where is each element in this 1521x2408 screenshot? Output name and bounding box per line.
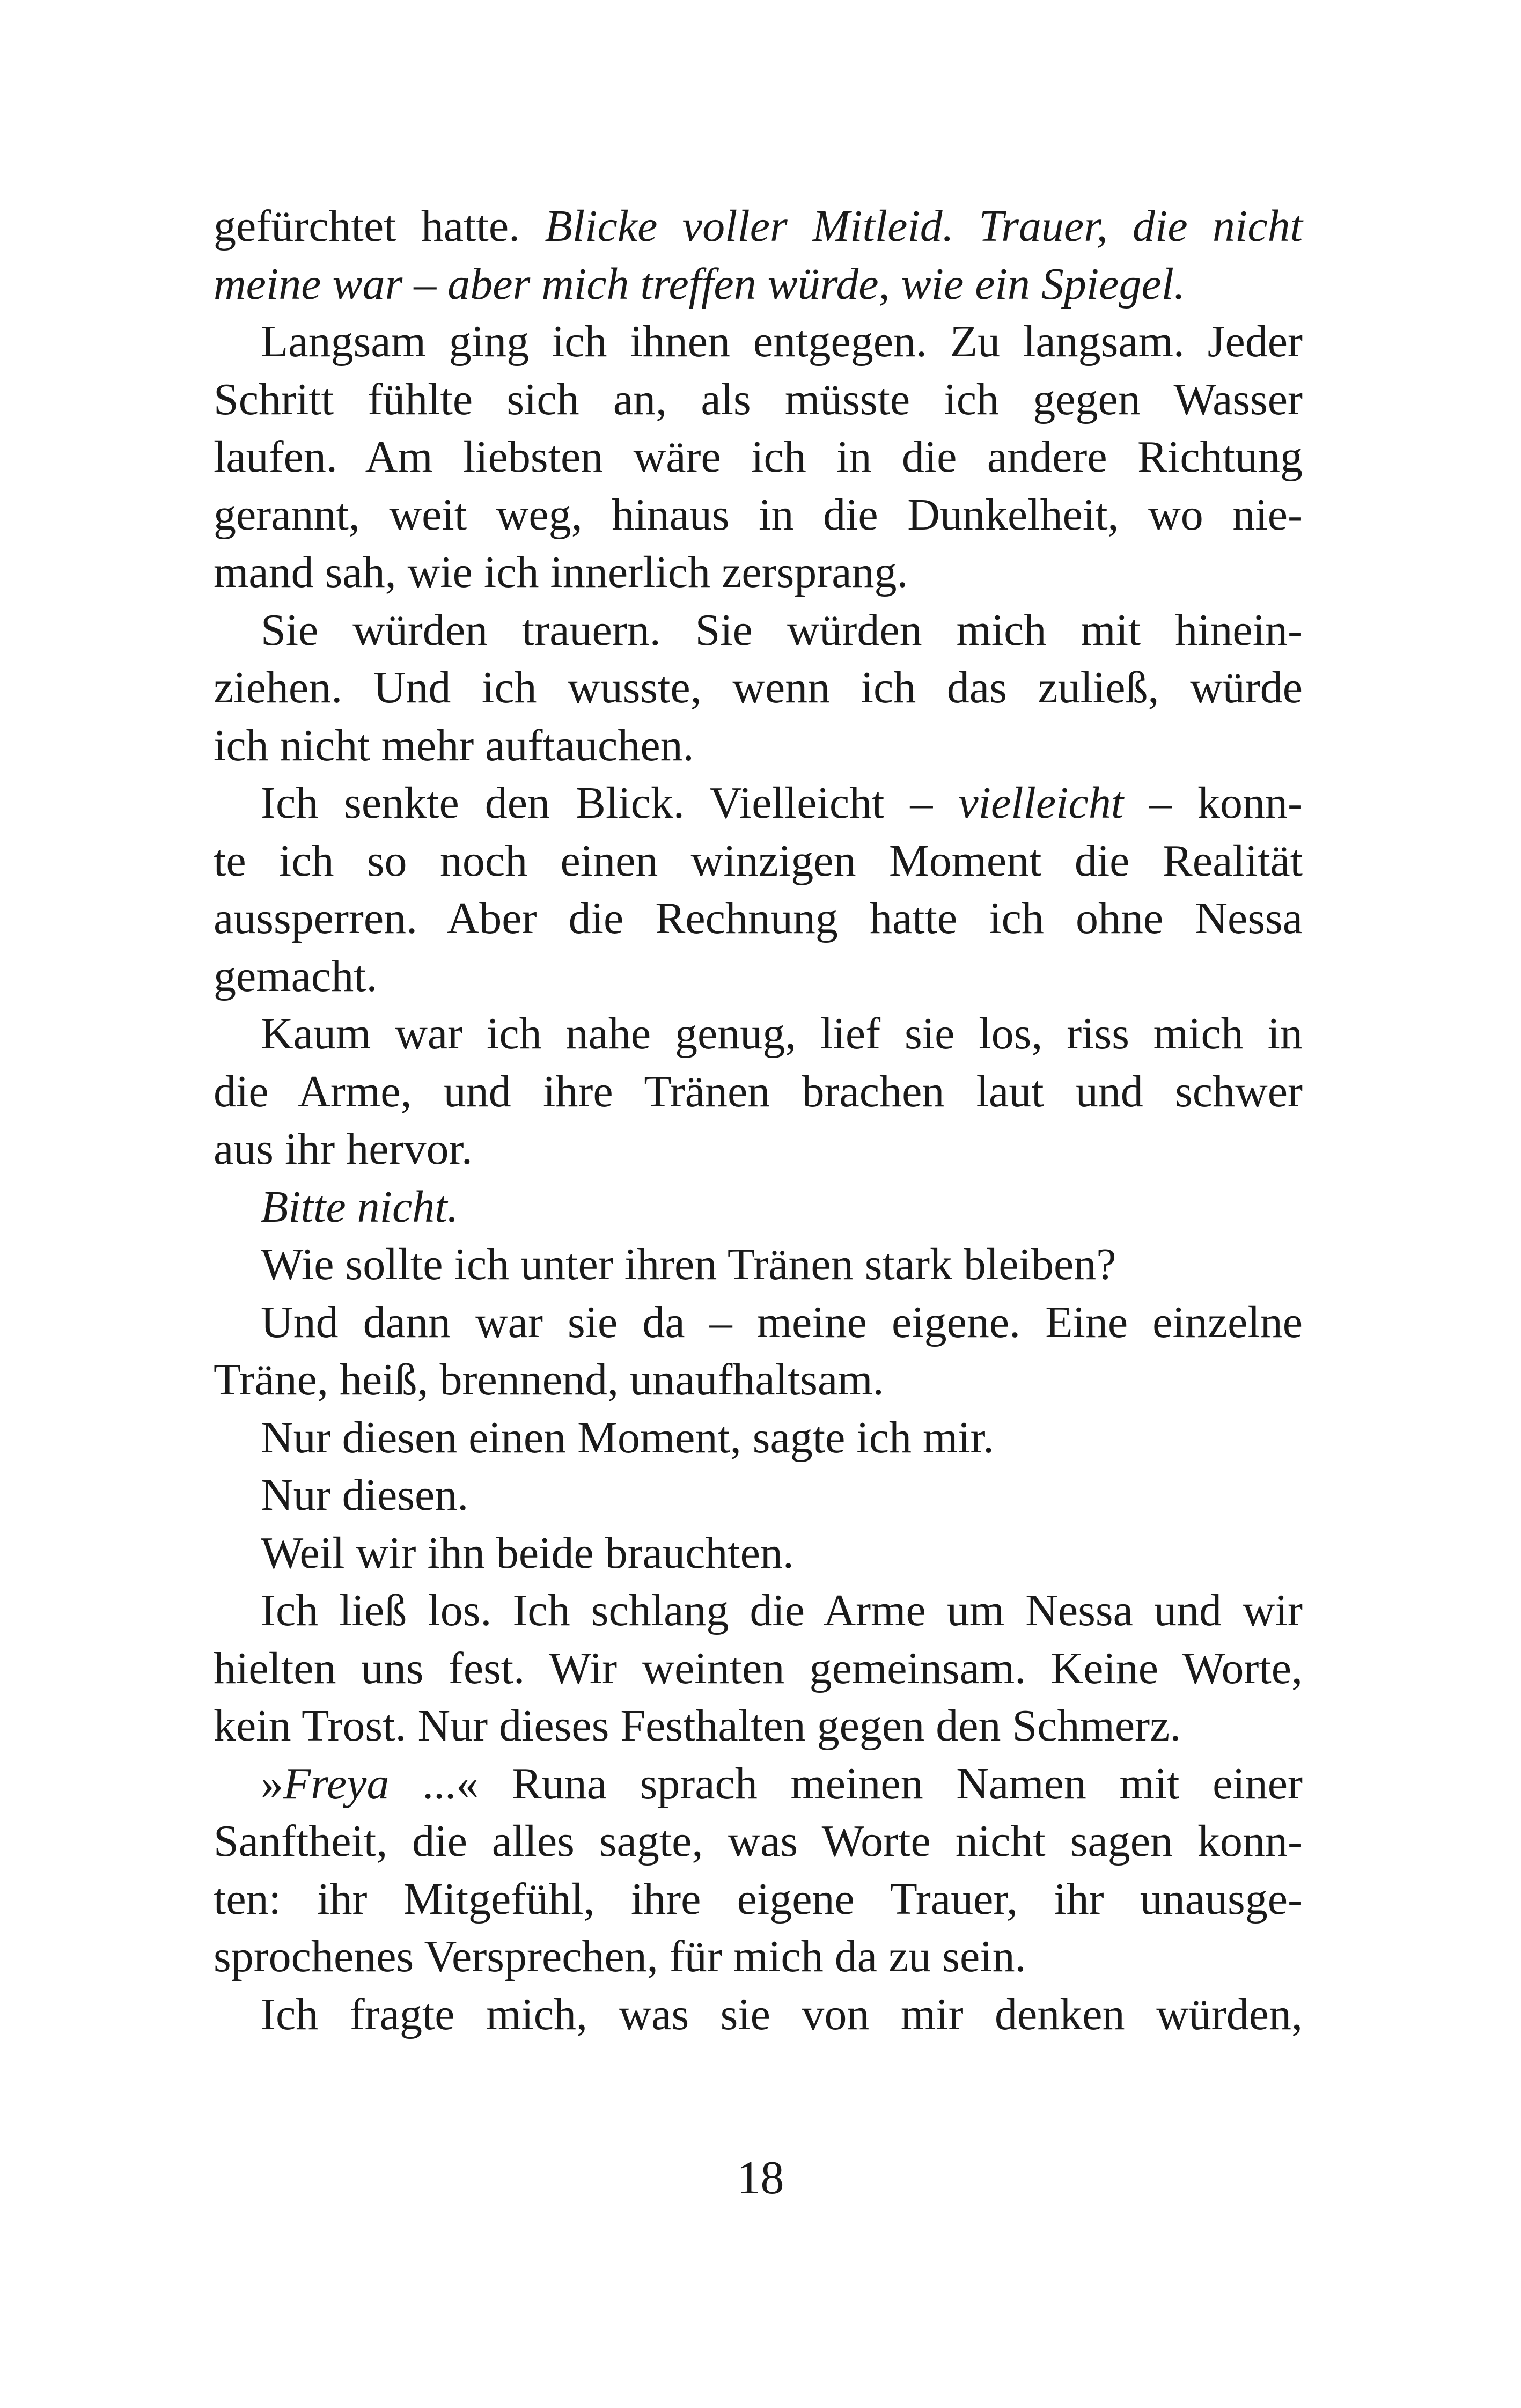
text-line: [214, 1005, 1303, 1063]
text-segment: Ich fragte mich, was sie von mir denken würden,: [261, 1989, 1303, 2039]
text-segment: Sie würden trauern. Sie würden mich mit hinein-: [261, 605, 1303, 655]
text-line: [214, 428, 1303, 486]
text-line: [214, 1640, 1303, 1698]
text-line: [214, 486, 1303, 544]
text-segment: ziehen. Und ich wusste, wenn ich das zuließ, würde: [214, 663, 1303, 713]
text-segment: sprochenes Versprechen, für mich da zu sein.: [214, 1932, 1026, 1981]
text-segment: Träne, heiß, brennend, unaufhaltsam.: [214, 1355, 884, 1405]
page-number: 18: [737, 2152, 784, 2204]
text-line: [214, 1582, 1303, 1640]
text-segment: kein Trost. Nur dieses Festhalten gegen den Schmerz.: [214, 1701, 1181, 1751]
italic-text: Blicke voller Mitleid. Trauer, die nicht: [545, 201, 1303, 251]
text-line: [214, 1697, 1303, 1755]
text-segment: ...« Runa sprach meinen Namen mit einer: [389, 1758, 1303, 1809]
text-segment: ten: ihr Mitgefühl, ihre eigene Trauer, ihr unausge-: [214, 1874, 1303, 1924]
text-line: [214, 197, 1303, 255]
text-line: [214, 1178, 1303, 1236]
text-segment: ich nicht mehr auftauchen.: [214, 720, 694, 770]
text-line: [214, 774, 1303, 832]
text-segment: Wie sollte ich unter ihren Tränen stark bleiben?: [261, 1239, 1116, 1289]
text-line: [214, 1063, 1303, 1121]
text-segment: die Arme, und ihre Tränen brachen laut und schwer: [214, 1066, 1303, 1117]
text-line: [214, 1236, 1303, 1294]
text-segment: Kaum war ich nahe genug, lief sie los, riss mich in: [261, 1009, 1303, 1059]
text-line: [214, 1120, 1303, 1178]
text-segment: gemacht.: [214, 951, 378, 1001]
text-segment: mand sah, wie ich innerlich zersprang.: [214, 547, 908, 597]
text-segment: Und dann war sie da – meine eigene. Eine einzelne: [261, 1297, 1303, 1347]
italic-text: Freya: [283, 1758, 390, 1809]
italic-text: vielleicht: [958, 778, 1124, 828]
text-line: [214, 1466, 1303, 1524]
text-line: [214, 659, 1303, 717]
text-segment: Nur diesen.: [261, 1470, 469, 1520]
text-line: [214, 890, 1303, 948]
text-line: [214, 1870, 1303, 1928]
text-line: [214, 717, 1303, 775]
text-segment: Schritt fühlte sich an, als müsste ich gegen Wasser: [214, 374, 1303, 424]
text-line: [214, 313, 1303, 371]
text-segment: hielten uns fest. Wir weinten gemeinsam. Keine Worte,: [214, 1643, 1303, 1693]
text-segment: Sanftheit, die alles sagte, was Worte nicht sagen konn-: [214, 1816, 1303, 1866]
text-segment: Ich senkte den Blick. Vielleicht –: [261, 778, 959, 828]
text-segment: laufen. Am liebsten wäre ich in die andere Richtung: [214, 432, 1303, 482]
text-segment: aussperren. Aber die Rechnung hatte ich ohne Nessa: [214, 893, 1303, 943]
text-segment: gefürchtet hatte.: [214, 201, 545, 251]
text-line: [214, 371, 1303, 429]
text-segment: – konn-: [1123, 778, 1303, 828]
italic-text: Bitte nicht.: [261, 1181, 459, 1232]
text-line: [214, 1294, 1303, 1352]
text-line: [214, 544, 1303, 601]
text-segment: gerannt, weit weg, hinaus in die Dunkelheit, wo nie-: [214, 489, 1303, 540]
text-line: [214, 255, 1303, 313]
italic-text: meine war – aber mich treffen würde, wie ein Spiegel.: [214, 259, 1186, 309]
text-line: [214, 1812, 1303, 1870]
text-segment: Weil wir ihn beide brauchten.: [261, 1528, 794, 1578]
text-segment: Langsam ging ich ihnen entgegen. Zu langsam. Jeder: [261, 317, 1303, 366]
text-line: [214, 832, 1303, 890]
text-line: [214, 1351, 1303, 1409]
text-line: [214, 948, 1303, 1005]
text-line: [214, 601, 1303, 659]
text-line: [214, 1986, 1303, 2044]
text-segment: »: [261, 1758, 283, 1809]
text-line: [214, 1409, 1303, 1467]
text-segment: te ich so noch einen winzigen Moment die Realität: [214, 835, 1303, 886]
text-line: [214, 1755, 1303, 1813]
text-line: [214, 1928, 1303, 1986]
text-segment: Nur diesen einen Moment, sagte ich mir.: [261, 1412, 995, 1463]
text-segment: aus ihr hervor.: [214, 1124, 473, 1174]
text-segment: Ich ließ los. Ich schlang die Arme um Nessa und wir: [261, 1585, 1303, 1635]
text-line: [214, 1524, 1303, 1582]
body-text: [214, 197, 1303, 2043]
